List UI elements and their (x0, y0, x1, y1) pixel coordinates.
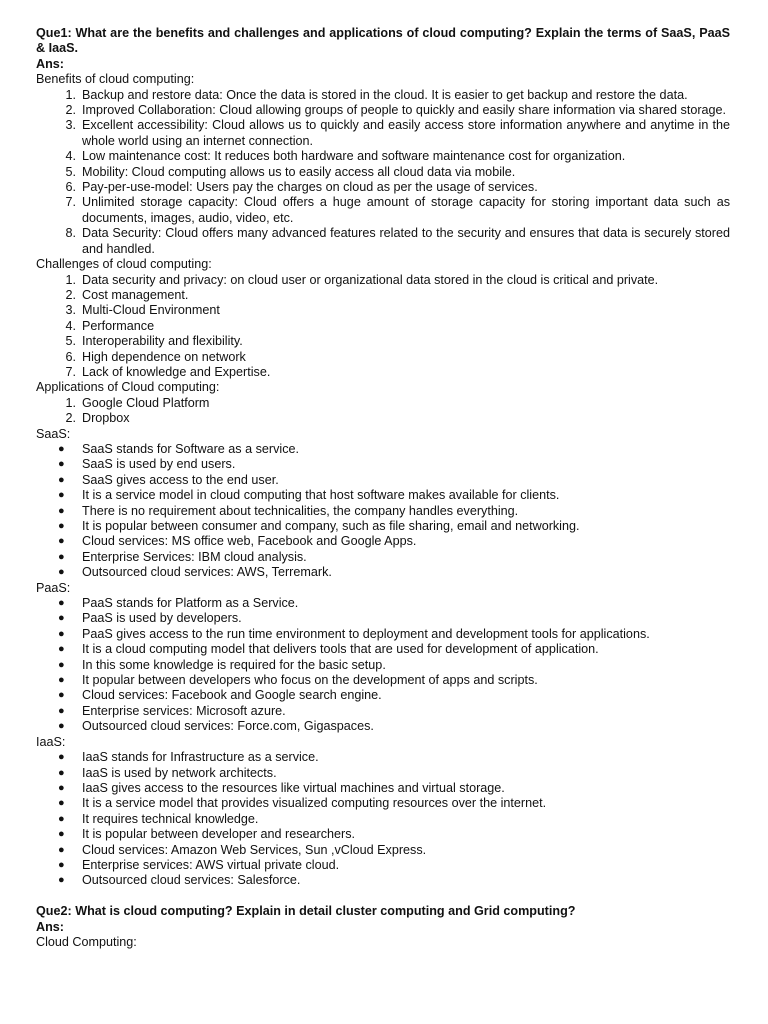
list-item-text: Lack of knowledge and Expertise. (82, 364, 271, 379)
bullet-icon: ● (58, 658, 65, 671)
list-item-text: Mobility: Cloud computing allows us to easily access all cloud data via mobile. (82, 164, 516, 179)
list-item-text: Data Security: Cloud offers many advanced features related to the security and ensures that data is securely stored and handled. (82, 226, 730, 256)
list-item (36, 796, 730, 811)
list-item-text: Cloud services: MS office web, Facebook and Google Apps. (82, 534, 417, 549)
list-item-text: Enterprise services: AWS virtual private cloud. (82, 857, 340, 872)
list-item-text: It is a service model that provides visualized computing resources over the internet. (82, 796, 547, 811)
spacer (36, 889, 730, 904)
bullet-icon: ● (58, 858, 65, 871)
list-number: 2. (65, 287, 76, 302)
list-item (36, 673, 730, 688)
question-1: Que1: What are the benefits and challenges and applications of cloud computing? Explain the terms of SaaS, PaaS & IaaS. (36, 26, 730, 56)
bullet-icon: ● (58, 643, 65, 656)
list-item (36, 180, 730, 195)
list-item (36, 457, 730, 472)
list-item-text: Performance (82, 318, 155, 333)
cloud-computing-heading: Cloud Computing: (36, 934, 137, 949)
applications-list (36, 396, 730, 427)
bullet-icon: ● (58, 797, 65, 810)
list-number: 3. (65, 118, 76, 133)
bullet-icon: ● (58, 520, 65, 532)
list-item-text: Outsourced cloud services: Force.com, Gigaspaces. (82, 719, 374, 734)
list-item (36, 642, 730, 657)
list-item (36, 103, 730, 118)
list-item (36, 781, 730, 796)
list-item-text: It is popular between consumer and company, such as file sharing, email and networking. (82, 519, 580, 533)
list-item (36, 658, 730, 673)
bullet-icon: ● (58, 812, 65, 825)
list-item-text: IaaS is used by network architects. (82, 765, 277, 780)
list-item (36, 843, 730, 858)
list-item-text: Cloud services: Amazon Web Services, Sun ,vCloud Express. (82, 842, 427, 857)
list-item (36, 334, 730, 349)
list-item (36, 565, 730, 580)
list-item (36, 118, 730, 149)
question-2: Que2: What is cloud computing? Explain in detail cluster computing and Grid computing? (36, 904, 576, 919)
list-item-text: Unlimited storage capacity: Cloud offers a huge amount of storage capacity for storing important data such as documents, images, audio, video, etc. (82, 195, 730, 225)
saas-list (36, 442, 730, 581)
list-item (36, 550, 730, 565)
bullet-icon: ● (58, 442, 65, 455)
list-item-text: Multi-Cloud Environment (82, 303, 220, 318)
list-number: 6. (65, 349, 76, 364)
list-number: 1. (65, 272, 76, 287)
list-item-text: Enterprise Services: IBM cloud analysis. (82, 549, 307, 564)
answer-label-1: Ans: (36, 56, 64, 71)
list-item-text: Excellent accessibility: Cloud allows us to quickly and easily access store information anywhere and anytime in the whole world using an internet connection. (82, 118, 730, 148)
list-item (36, 750, 730, 765)
list-item-text: Outsourced cloud services: AWS, Terremark. (82, 565, 332, 580)
list-item (36, 195, 730, 226)
list-item (36, 442, 730, 457)
list-item (36, 273, 730, 288)
list-item-text: PaaS is used by developers. (82, 611, 242, 626)
applications-heading: Applications of Cloud computing: (36, 380, 220, 395)
list-number: 5. (65, 164, 76, 179)
bullet-icon: ● (58, 612, 65, 625)
list-number: 5. (65, 334, 76, 349)
list-item-text: It popular between developers who focus on the development of apps and scripts. (82, 673, 538, 688)
bullet-icon: ● (58, 843, 65, 856)
list-item (36, 226, 730, 257)
bullet-icon: ● (58, 550, 65, 563)
bullet-icon: ● (58, 489, 65, 502)
list-item-text: High dependence on network (82, 349, 246, 364)
list-item (36, 288, 730, 303)
list-number: 8. (65, 226, 76, 241)
list-item-text: Cost management. (82, 287, 189, 302)
list-item-text: Improved Collaboration: Cloud allowing groups of people to quickly and easily share information via shared storage. (82, 103, 727, 118)
list-item-text: PaaS stands for Platform as a Service. (82, 596, 299, 611)
iaas-list (36, 750, 730, 889)
bullet-icon: ● (58, 597, 65, 610)
bullet-icon: ● (58, 874, 65, 887)
list-item-text: SaaS gives access to the end user. (82, 472, 279, 487)
list-item-text: It requires technical knowledge. (82, 811, 259, 826)
list-number: 1. (65, 395, 76, 410)
list-item-text: Backup and restore data: Once the data is stored in the cloud. It is easier to get backup and restore the data. (82, 87, 688, 102)
list-number: 4. (65, 318, 76, 333)
list-item (36, 596, 730, 611)
bullet-icon: ● (58, 828, 65, 841)
list-item (36, 88, 730, 103)
list-item (36, 611, 730, 626)
bullet-icon: ● (58, 720, 65, 733)
list-item (36, 319, 730, 334)
list-item (36, 812, 730, 827)
list-item (36, 858, 730, 873)
paas-list (36, 596, 730, 735)
bullet-icon: ● (58, 627, 65, 640)
list-item (36, 534, 730, 549)
bullet-icon: ● (58, 566, 65, 579)
list-item-text: PaaS gives access to the run time environment to deployment and development tools for applications. (82, 626, 650, 641)
list-item (36, 519, 730, 534)
challenges-list (36, 273, 730, 381)
list-item (36, 827, 730, 842)
list-item-text: In this some knowledge is required for the basic setup. (82, 657, 386, 672)
list-item-text: It is popular between developer and researchers. (82, 827, 356, 842)
list-item-text: IaaS stands for Infrastructure as a service. (82, 750, 319, 765)
list-item (36, 504, 730, 519)
benefits-heading: Benefits of cloud computing: (36, 72, 195, 87)
list-item (36, 627, 730, 642)
list-number: 2. (65, 103, 76, 118)
list-item-text: SaaS is used by end users. (82, 457, 236, 472)
list-number: 1. (65, 87, 76, 102)
list-number: 7. (65, 364, 76, 379)
list-item (36, 719, 730, 734)
list-item (36, 149, 730, 164)
list-item (36, 303, 730, 318)
bullet-icon: ● (58, 535, 65, 548)
bullet-icon: ● (58, 689, 65, 702)
list-item (36, 365, 730, 380)
list-item-text: It is a cloud computing model that delivers tools that are used for development of application. (82, 642, 599, 657)
list-item-text: Data security and privacy: on cloud user or organizational data stored in the cloud is critical and private. (82, 272, 659, 287)
paas-heading: PaaS: (36, 580, 71, 595)
list-item-text: Outsourced cloud services: Salesforce. (82, 873, 301, 888)
saas-heading: SaaS: (36, 426, 71, 441)
list-number: 2. (65, 411, 76, 426)
bullet-icon: ● (58, 504, 65, 517)
list-item (36, 688, 730, 703)
list-item-text: Interoperability and flexibility. (82, 334, 243, 349)
list-item (36, 473, 730, 488)
list-item (36, 350, 730, 365)
bullet-icon: ● (58, 458, 65, 471)
list-item (36, 488, 730, 503)
list-item-text: Dropbox (82, 411, 130, 426)
list-number: 7. (65, 195, 76, 210)
list-item-text: There is no requirement about technicalities, the company handles everything. (82, 503, 519, 518)
answer-label-2: Ans: (36, 919, 64, 934)
bullet-icon: ● (58, 781, 65, 794)
list-item (36, 704, 730, 719)
list-item-text: Enterprise services: Microsoft azure. (82, 703, 286, 718)
list-item (36, 766, 730, 781)
list-item (36, 396, 730, 411)
challenges-heading: Challenges of cloud computing: (36, 257, 212, 272)
list-item-text: Pay-per-use-model: Users pay the charges on cloud as per the usage of services. (82, 180, 538, 195)
bullet-icon: ● (58, 751, 65, 764)
bullet-icon: ● (58, 473, 65, 486)
list-item (36, 873, 730, 888)
list-item (36, 165, 730, 180)
bullet-icon: ● (58, 704, 65, 717)
list-item-text: Google Cloud Platform (82, 395, 210, 410)
list-number: 4. (65, 149, 76, 164)
bullet-icon: ● (58, 674, 65, 687)
iaas-heading: IaaS: (36, 734, 66, 749)
list-item-text: It is a service model in cloud computing that host software makes available for clients. (82, 488, 560, 503)
list-item-text: IaaS gives access to the resources like virtual machines and virtual storage. (82, 780, 505, 795)
list-item-text: Cloud services: Facebook and Google search engine. (82, 688, 382, 703)
list-item-text: SaaS stands for Software as a service. (82, 441, 299, 456)
benefits-list (36, 88, 730, 257)
list-item (36, 411, 730, 426)
list-number: 3. (65, 303, 76, 318)
list-item-text: Low maintenance cost: It reduces both hardware and software maintenance cost for organization. (82, 149, 626, 164)
list-number: 6. (65, 180, 76, 195)
bullet-icon: ● (58, 766, 65, 779)
